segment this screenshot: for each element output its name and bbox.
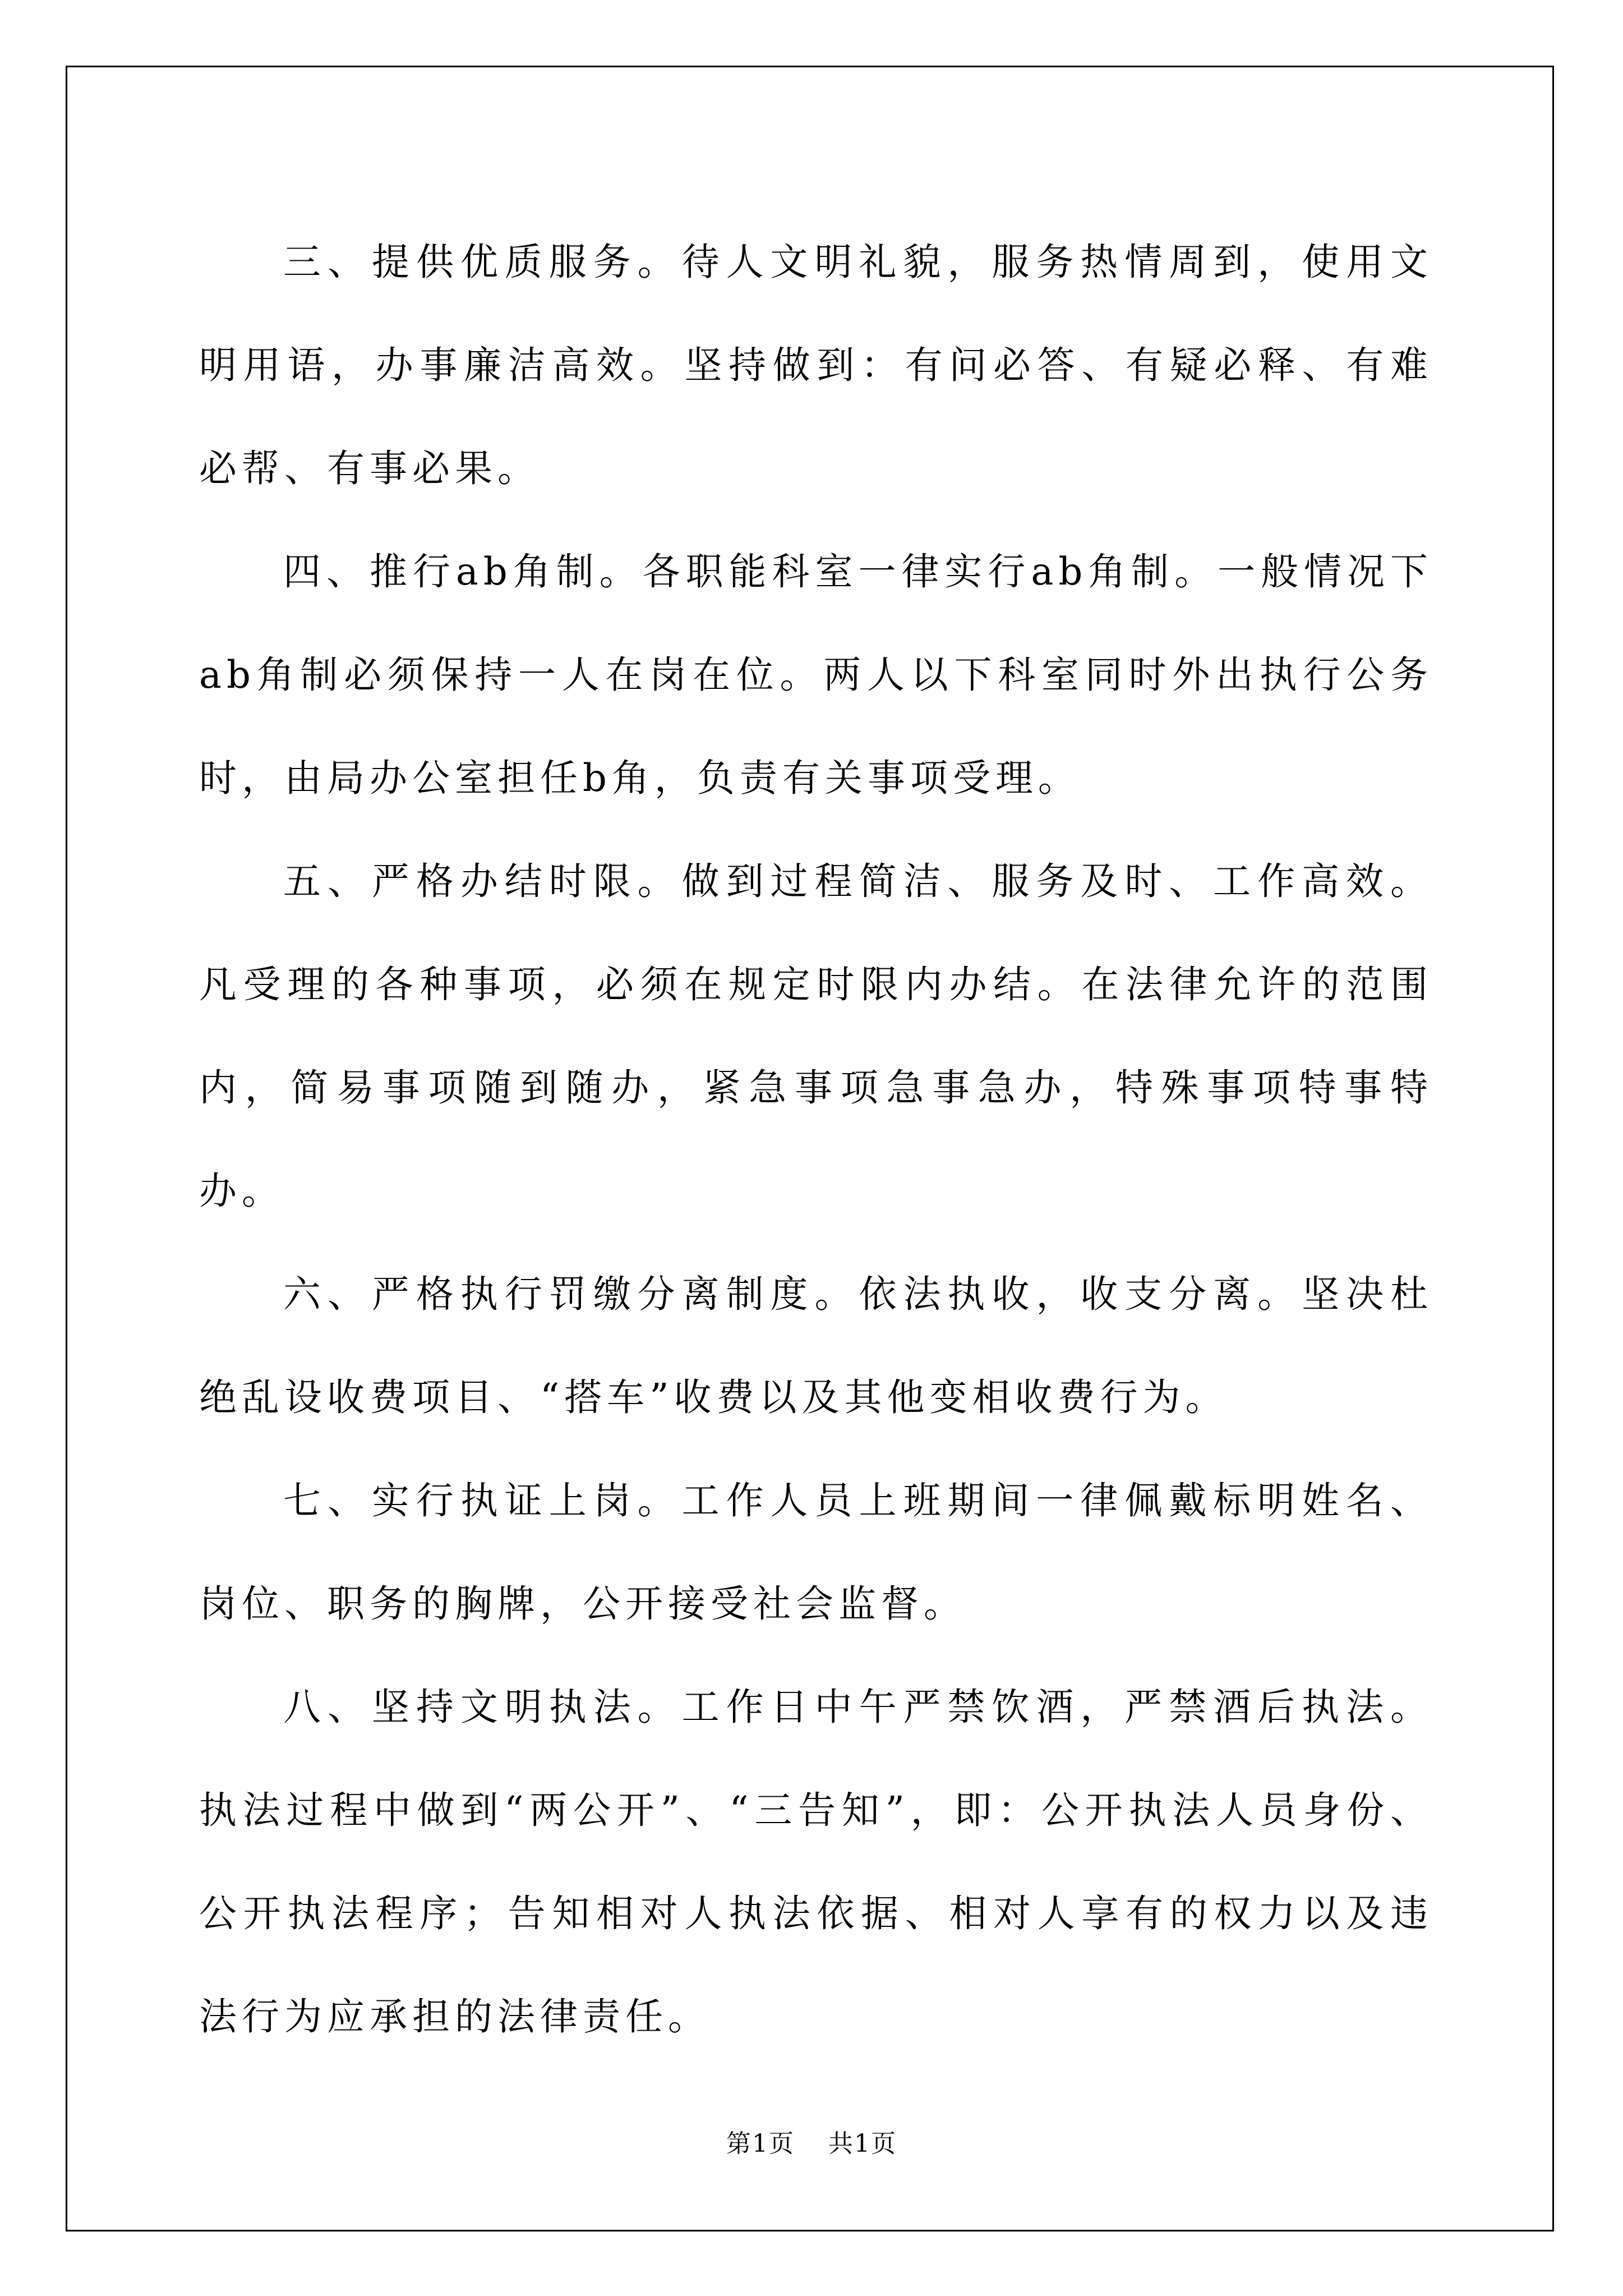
page-footer bbox=[0, 2123, 1623, 2159]
page-total: 共1页 bbox=[828, 2129, 897, 2158]
paragraph-7: 七、实行执证上岗。工作人员上班期间一律佩戴标明姓名、岗位、职务的胸牌，公开接受社会监督。 bbox=[199, 1479, 1433, 1626]
paragraph-3: 三、提供优质服务。待人文明礼貌，服务热情周到，使用文明用语，办事廉洁高效。坚持做到：有问必答、有疑必释、有难必帮、有事必果。 bbox=[199, 240, 1433, 490]
paragraph-8: 八、坚持文明执法。工作日中午严禁饮酒，严禁酒后执法。执法过程中做到“两公开”、“三告知”，即：公开执法人员身份、公开执法程序；告知相对人执法依据、相对人享有的权力以及违法行为应承担的法律责任。 bbox=[199, 1685, 1433, 2039]
page-number: 第1页 bbox=[726, 2129, 795, 2158]
document-body bbox=[199, 210, 1433, 2068]
paragraph-5: 五、严格办结时限。做到过程简洁、服务及时、工作高效。凡受理的各种事项，必须在规定时限内办结。在法律允许的范围内，简易事项随到随办，紧急事项急事急办，特殊事项特事特办。 bbox=[199, 859, 1433, 1213]
paragraph-4: 四、推行ab角制。各职能科室一律实行ab角制。一般情况下ab角制必须保持一人在岗在位。两人以下科室同时外出执行公务时，由局办公室担任b角，负责有关事项受理。 bbox=[199, 550, 1433, 800]
paragraph-6: 六、严格执行罚缴分离制度。依法执收，收支分离。坚决杜绝乱设收费项目、“搭车”收费以及其他变相收费行为。 bbox=[199, 1272, 1433, 1419]
